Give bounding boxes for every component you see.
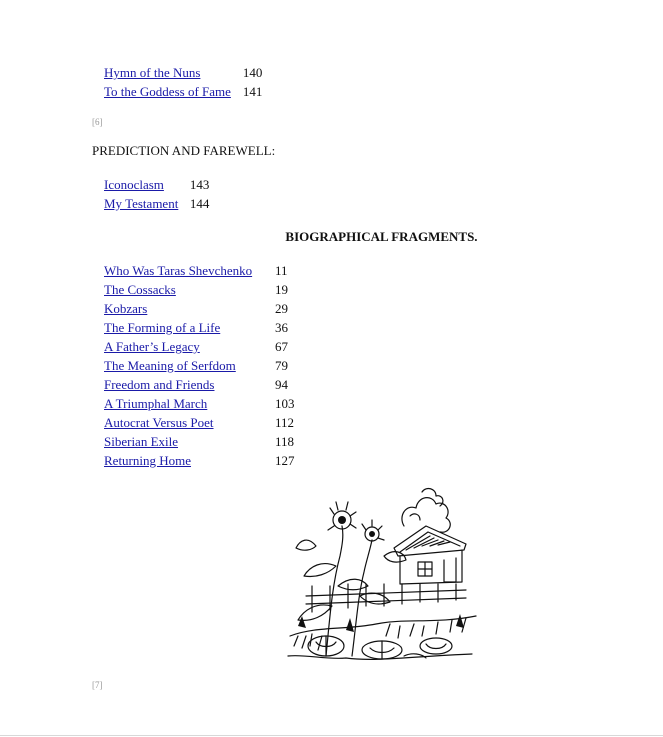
toc-page-number: 141 bbox=[242, 84, 263, 99]
biographical-fragments-heading: BIOGRAPHICAL FRAGMENTS. bbox=[285, 229, 478, 244]
toc-link[interactable]: Autocrat Versus Poet bbox=[104, 415, 214, 430]
toc-page-number: 140 bbox=[242, 65, 263, 80]
toc-page-number: 112 bbox=[275, 415, 295, 430]
page-number-marker bbox=[92, 680, 103, 691]
toc-page-number: 67 bbox=[275, 339, 288, 354]
toc-link[interactable]: A Triumphal March bbox=[104, 396, 208, 411]
toc-page-number: 143 bbox=[189, 177, 210, 192]
page-anchor-link[interactable]: [7] bbox=[92, 680, 103, 690]
toc-page-number: 29 bbox=[275, 301, 288, 316]
toc-row bbox=[104, 394, 295, 413]
toc-row bbox=[104, 432, 295, 451]
toc-row bbox=[104, 299, 295, 318]
toc-row bbox=[104, 63, 262, 82]
page-bottom-divider bbox=[0, 735, 663, 736]
toc-link[interactable]: Who Was Taras Shevchenko bbox=[104, 263, 253, 278]
toc-page-number: 94 bbox=[275, 377, 288, 392]
toc-row bbox=[104, 337, 295, 356]
toc-prediction bbox=[104, 175, 209, 213]
toc-top bbox=[104, 63, 262, 101]
toc-page-number: 103 bbox=[275, 396, 295, 411]
toc-link[interactable]: The Forming of a Life bbox=[104, 320, 221, 335]
toc-page-number: 11 bbox=[275, 263, 288, 278]
toc-link[interactable]: Returning Home bbox=[104, 453, 192, 468]
toc-row bbox=[104, 194, 209, 213]
toc-page-number: 144 bbox=[189, 196, 210, 211]
toc-row bbox=[104, 82, 262, 101]
toc-row bbox=[104, 261, 295, 280]
section-heading: PREDICTION AND FAREWELL: bbox=[92, 143, 276, 158]
toc-link[interactable]: Siberian Exile bbox=[104, 434, 179, 449]
toc-page-number: 79 bbox=[275, 358, 288, 373]
village-landscape-engraving-icon bbox=[286, 486, 482, 664]
toc-link[interactable]: Kobzars bbox=[104, 301, 148, 316]
toc-row bbox=[104, 175, 209, 194]
toc-link[interactable]: Hymn of the Nuns bbox=[104, 65, 201, 80]
toc-row bbox=[104, 413, 295, 432]
toc-page-number: 19 bbox=[275, 282, 288, 297]
toc-row bbox=[104, 318, 295, 337]
toc-link[interactable]: To the Goddess of Fame bbox=[104, 84, 231, 99]
toc-link[interactable]: My Testament bbox=[104, 196, 179, 211]
toc-page-number: 127 bbox=[275, 453, 295, 468]
toc-row bbox=[104, 356, 295, 375]
toc-link[interactable]: Iconoclasm bbox=[104, 177, 164, 192]
toc-link[interactable]: Freedom and Friends bbox=[104, 377, 215, 392]
toc-link[interactable]: The Cossacks bbox=[104, 282, 176, 297]
toc-page-number: 118 bbox=[275, 434, 295, 449]
toc-row bbox=[104, 280, 295, 299]
toc-link[interactable]: The Meaning of Serfdom bbox=[104, 358, 236, 373]
page-anchor-link[interactable]: [6] bbox=[92, 117, 103, 127]
toc-page-number: 36 bbox=[275, 320, 288, 335]
toc-row bbox=[104, 451, 295, 470]
toc-biographical bbox=[104, 261, 295, 470]
page-number-marker bbox=[92, 117, 103, 128]
toc-link[interactable]: A Father’s Legacy bbox=[104, 339, 200, 354]
toc-row bbox=[104, 375, 295, 394]
